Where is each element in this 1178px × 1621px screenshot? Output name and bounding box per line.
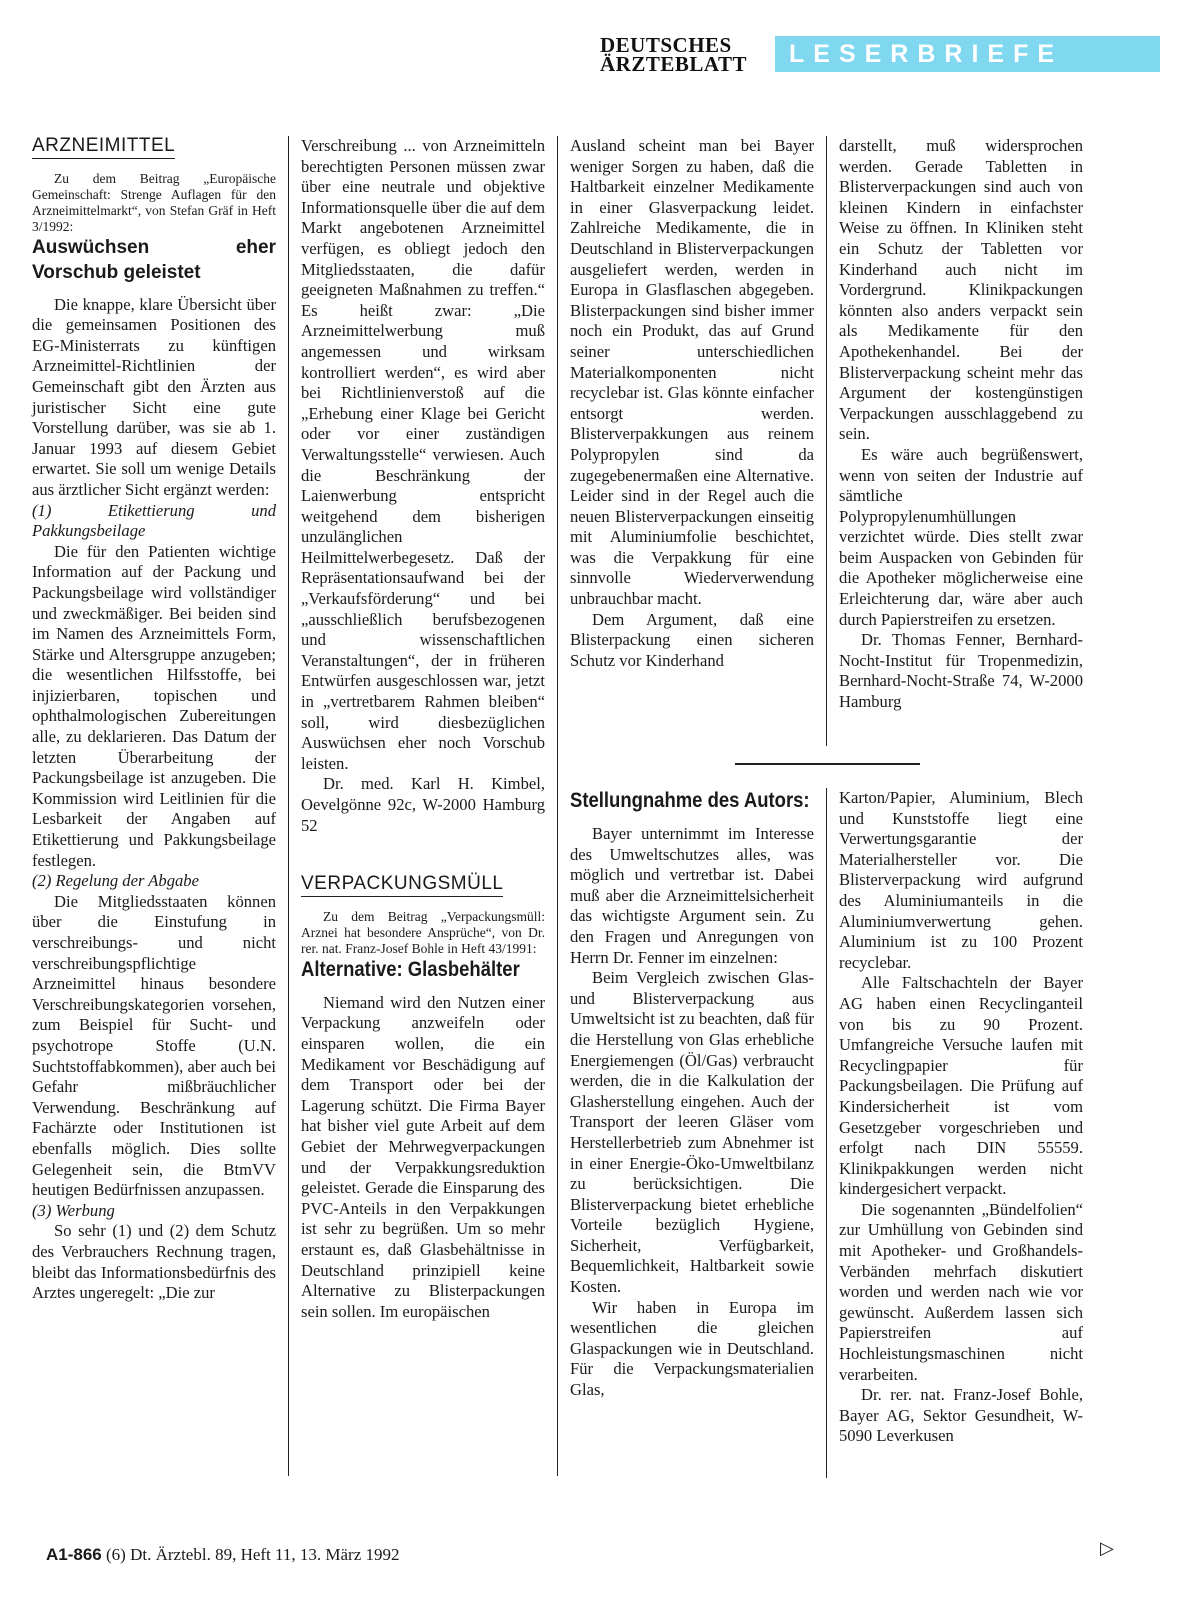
article1-subheading: (2) Regelung der Abgabe [32, 871, 199, 891]
article1-signature: Dr. med. Karl H. Kimbel, Oevelgönne 92c, W-2000 Hamburg 52 [301, 774, 545, 835]
article1-paragraph: Die Mitgliedsstaaten können über die Einstufung in verschreibungs- und nicht verschreibungspflichtige Arzneimittel hinaus besondere Verschreibungskategorien vorsehen, zum Beispiel für Sucht- und psychotrope Stoffe (U.N. Suchtstoffabkommen), aber auch bei Gefahr mißbräuchlicher Verwendung. Beschränkung auf Fachärzte oder Institutionen ist ebenfalls möglich. Dies sollte Gelegenheit sein, die BtmVV heutigen Bedürfnissen anzupassen. [32, 891, 276, 1200]
reply-paragraph: Die sogenannten „Bündelfolien“ zur Umhüllung von Gebinden sind mit Apotheker- und Großhandels-Verbänden mehrfach diskutiert worden und werden nach wie vor gewünscht. Außerdem lassen sich Papierstreifen auf Hochleistungsmaschinen nicht verarbeiten. [839, 1199, 1083, 1384]
column-1 [32, 136, 276, 1304]
article1-paragraph: Die für den Patienten wichtige Information auf der Packung und Packungsbeilage wird vollständiger und zweckmäßiger. Bei beiden sind im Namen des Arzneimittels Form, Stärke und Altersgruppe anzugeben; die wesentlichen Hilfsstoffe, bei injizierbaren, topischen und ophthalmologischen Zubereitungen alle, zu deklarieren. Das Datum der letzten Überarbeitung der Packungsbeilage ist anzugeben. Die Kommission wird Leitlinien für die Lesbarkeit der Angaben auf Etikettierung und Pakkungsbeilage festlegen. [32, 541, 276, 870]
article2-paragraph: Dem Argument, daß eine Blisterpackung einen sicheren Schutz vor Kinderhand [570, 609, 814, 670]
column-divider [288, 136, 289, 1476]
reply-headline: Stellungnahme des Autors: [570, 789, 810, 812]
footer-citation: (6) Dt. Ärztebl. 89, Heft 11, 13. März 1992 [106, 1545, 400, 1564]
article2-paragraph: darstellt, muß widersprochen werden. Gerade Tabletten in Blisterverpackungen sind auch von kleinen Kindern in einfachster Weise zu öffnen. In Kliniken steht ein Schutz der Tabletten vor Kinderhand auch nicht im Vordergrund. Klinikpackungen könnten also anders verpackt sein als Medikamente für den Apothekenhandel. Bei der Blisterverpackung scheint mehr das Argument der kostengünstigen Verpackungen ausschlaggebend zu sein. [839, 136, 1083, 444]
article1-headline: Auswüchsen eher Vorschub geleistet [32, 236, 276, 283]
reply-separator [735, 763, 920, 765]
reply-paragraph: Bayer unternimmt im Interesse des Umweltschutzes alles, was möglich und vertretbar ist. Dabei muß aber die Arzneimittelsicherheit das wichtigste Argument sein. Zu den Fragen und Anregungen von Herrn Dr. Fenner im einzelnen: [570, 824, 814, 967]
article1-paragraph: Verschreibung ... von Arzneimitteln berechtigten Personen müssen zwar über eine neutrale und objektive Informationsquelle über die auf dem Markt angebotenen Arzneimittel verfügen, es obliegt jedoch den Mitgliedsstaaten, die dafür geeigneten Maßnahmen zu treffen.“ Es heißt zwar: „Die Arzneimittelwerbung muß angemessen und wirksam kontrolliert werden“, es wird aber bei Richtlinienverstoß auf die „Erhebung einer Klage bei Gericht oder vor einer zuständigen Verwaltungsstelle“ verwiesen. Auch die Beschränkung der Laienwerbung entspricht weitgehend dem bisherigen unzulänglichen Heilmittelwerbegesetz. Daß der Repräsentationsaufwand bei der „Verkaufsförderung“ und bei „ausschließlich berufsbezogenen und wissenschaftlichen Veranstaltungen“, der in früheren Entwürfen ausgeschlossen war, jetzt in „vertretbarem Rahmen bleiben“ soll, wird diesbezüglichen Auswüchsen eher noch Vorschub leisten. [301, 136, 545, 773]
article1-intro: Zu dem Beitrag „Europäische Gemeinschaft: Strenge Auflagen für den Arzneimittelmarkt“, von Stefan Gräf in Heft 3/1992: [32, 170, 276, 234]
reply-paragraph: Alle Faltschachteln der Bayer AG haben einen Recyclinganteil von bis zu 90 Prozent. Umfangreiche Versuche laufen mit Recyclingpapier für Packungsbeilagen. Die Prüfung auf Kindersicherheit ist vom Gesetzgeber vorgeschrieben und erfolgt nach DIN 55559. Klinikpakkungen werden nicht kindergesichert verpackt. [839, 973, 1083, 1199]
column-2 [301, 136, 545, 1322]
reply-paragraph: Wir haben in Europa im wesentlichen die gleichen Glaspackungen wie in Deutschland. Für die Verpackungsmaterialien Glas, [570, 1297, 814, 1400]
article1-paragraph: So sehr (1) und (2) dem Schutz des Verbrauchers Rechnung tragen, bleibt das Informationsbedürfnis des Arztes ungeregelt: „Die zur [32, 1221, 276, 1303]
section-rubric: LESERBRIEFE [775, 36, 1160, 72]
column-4-bottom [839, 788, 1083, 1447]
section-title-verpackungsmuell: VERPACKUNGSMÜLL [301, 874, 503, 897]
article1-subheading: (1) Etikettierung und Pakkungsbeilage [32, 500, 276, 541]
article1-subheading: (3) Werbung [32, 1200, 115, 1220]
section-title-arzneimittel: ARZNEIMITTEL [32, 136, 175, 159]
journal-logo [600, 33, 765, 76]
reply-paragraph: Karton/Papier, Aluminium, Blech und Kunststoffe liegt eine Verwertungsgarantie der Materialhersteller vor. Die Blisterverpackung wird aufgrund des Aluminiumanteils in die Aluminiumverwertung gehen. Aluminium ist zu 100 Prozent recyclebar. [839, 788, 1083, 972]
continue-arrow-icon: ▷ [1100, 1538, 1114, 1559]
article2-signature: Dr. Thomas Fenner, Bernhard-Nocht-Institut für Tropenmedizin, Bernhard-Nocht-Straße 74, W-2000 Hamburg [839, 630, 1083, 712]
logo-line-1: DEUTSCHES [600, 33, 732, 57]
article2-paragraph: Niemand wird den Nutzen einer Verpackung anzweifeln oder einsparen wollen, die ein Medikament vor Beschädigung auf dem Transport oder bei der Lagerung schützt. Die Firma Bayer hat bisher viel gute Arbeit auf dem Gebiet der Mehrwegverpackungen und der Verpakkungsreduktion geleistet. Gerade die Einsparung des PVC-Anteils in den Verpakkungen ist sehr zu begrüßen. Um so mehr erstaunt es, daß Glasbehältnisse in Deutschland prinzipiell keine Alternative zu Blisterpackungen sein sollen. Im europäischen [301, 992, 545, 1321]
article2-headline: Alternative: Glasbehälter [301, 957, 520, 981]
column-4-top [839, 136, 1083, 713]
article1-paragraph: Die knappe, klare Übersicht über die gemeinsamen Positionen des EG-Ministerrats zu künftigen Arzneimittel-Richtlinien der Gemeinschaft gibt den Ärzten aus juristischer Sicht eine gute Vorstellung darüber, was sie ab 1. Januar 1993 auf diesem Gebiet erwartet. Sie soll um wenige Details aus ärztlicher Sicht ergänzt werden: [32, 294, 276, 499]
masthead [600, 33, 1160, 76]
article2-intro: Zu dem Beitrag „Verpackungsmüll: Arznei hat besondere Ansprüche“, von Dr. rer. nat. Franz-Josef Bohle in Heft 43/1991: [301, 908, 545, 956]
reply-paragraph: Beim Vergleich zwischen Glas- und Blisterverpackung aus Umweltsicht ist zu beachten, daß für die Herstellung von Glas erhebliche Energiemengen (Öl/Gas) verbraucht werden, die in die Kalkulation der Glasherstellung eingehen. Auch der Transport der leeren Gläser vom Herstellerbetrieb zum Abnehmer ist in einer Energie-Öko-Umweltbilanz zu berücksichtigen. Die Blisterverpackung bietet erhebliche Vorteile bezüglich Hygiene, Sicherheit, Verfügbarkeit, Bequemlichkeit, Haltbarkeit sowie Kosten. [570, 968, 814, 1297]
page-footer [46, 1545, 400, 1565]
column-3-top [570, 136, 814, 671]
column-divider [557, 136, 558, 1476]
article2-paragraph: Ausland scheint man bei Bayer weniger Sorgen zu haben, daß die Haltbarkeit einzelner Medikamente in einer Glasverpackung leidet. Zahlreiche Medikamente, die in Deutschland in Blisterverpackungen ausgeliefert werden, werden in Europa in Glasflaschen abgegeben. Blisterpackungen sind bisher immer noch ein Produkt, das auf Grund seiner unterschiedlichen Materialkomponenten nicht recyclebar ist. Glas könnte einfacher entsorgt werden. Blisterverpakkungen aus reinem Polypropylen sind da zugegebenermaßen eine Alternative. Leider sind in der Regel auch die neuen Blisterverpackungen einseitig mit Aluminiumfolie beschichtet, was die Verpakkung für eine sinnvolle Wiederverwendung unbrauchbar macht. [570, 136, 814, 609]
logo-line-2: ÄRZTEBLATT [600, 52, 747, 76]
page-number: A1-866 [46, 1545, 102, 1564]
reply-signature: Dr. rer. nat. Franz-Josef Bohle, Bayer AG, Sektor Gesundheit, W-5090 Leverkusen [839, 1385, 1083, 1446]
column-3-bottom [570, 788, 814, 1401]
column-divider [826, 136, 827, 746]
column-divider [826, 788, 827, 1478]
article2-paragraph: Es wäre auch begrüßenswert, wenn von seiten der Industrie auf sämtliche Polypropylenumhüllungen verzichtet würde. Dies stellt zwar beim Auspacken von Gebinden für die Apotheker möglicherweise eine Erleichterung dar, wäre aber auch durch Papierstreifen zu ersetzen. [839, 444, 1083, 629]
